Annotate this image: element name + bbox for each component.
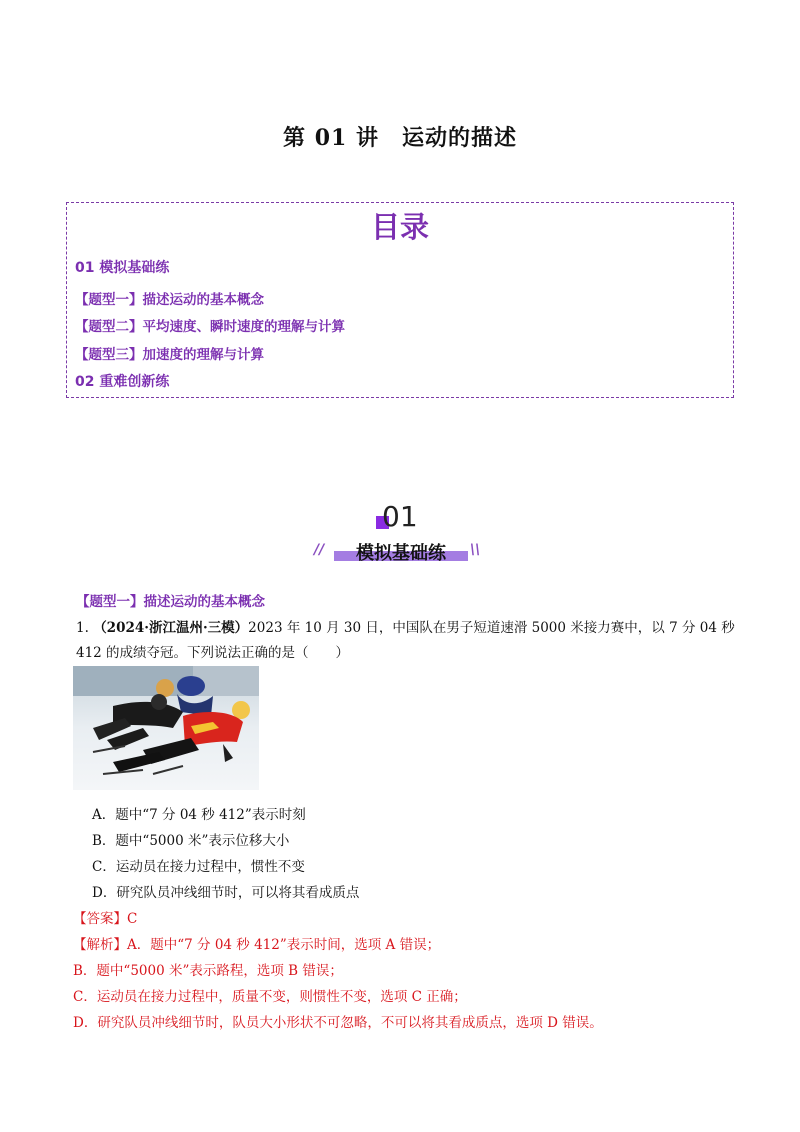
question-source: （2024·浙江温州·三模）: [93, 620, 249, 636]
option-b: B．题中“5000 米”表示位移大小: [92, 833, 290, 849]
analysis-label: 【解析】: [73, 937, 127, 953]
question-stem-text-1: 2023 年 10 月 30 日，中国队在男子短道速滑 5000 米接力赛中，以 7 分 04 秒: [248, 620, 735, 636]
analysis-line-1: [73, 933, 440, 953]
analysis-line-4: D．研究队员冲线细节时，队员大小形状不可忽略，不可以将其看成质点，选项 D 错误。: [73, 1015, 603, 1031]
question-number: 1.: [76, 620, 89, 636]
toc-item-section-01[interactable]: 01 模拟基础练: [75, 260, 170, 276]
answer-value: C: [127, 911, 138, 927]
banner-label: 模拟基础练: [356, 543, 446, 564]
toc-item-type-1[interactable]: 【题型一】描述运动的基本概念: [75, 292, 264, 308]
question-stem-line-1: [76, 616, 735, 636]
toc-item-section-02[interactable]: 02 重难创新练: [75, 374, 170, 390]
analysis-line-2: B．题中“5000 米”表示路程，选项 B 错误；: [73, 963, 343, 979]
toc-item-type-3[interactable]: 【题型三】加速度的理解与计算: [75, 347, 264, 363]
banner-slash-right: \\: [470, 542, 481, 558]
option-c: C．运动员在接力过程中，惯性不变: [92, 859, 305, 875]
table-of-contents: [66, 202, 734, 398]
answer-line: [73, 907, 137, 927]
toc-heading: 目录: [370, 210, 429, 244]
banner-band: [326, 539, 476, 564]
speed-skating-photo: [73, 666, 259, 790]
answer-label: 【答案】: [73, 911, 127, 927]
page-title: 第 01 讲 运动的描述: [283, 125, 517, 151]
option-a: A．题中“7 分 04 秒 412”表示时刻: [92, 807, 306, 823]
section-banner: [300, 500, 500, 570]
toc-item-type-2[interactable]: 【题型二】平均速度、瞬时速度的理解与计算: [75, 319, 345, 335]
analysis-line-3: C．运动员在接力过程中，质量不变，则惯性不变，选项 C 正确；: [73, 989, 467, 1005]
question-stem-line-2: 412 的成绩夺冠。下列说法正确的是（ ）: [76, 645, 350, 661]
analysis-text-1: A．题中“7 分 04 秒 412”表示时间，选项 A 错误；: [127, 937, 441, 953]
section-title: 【题型一】描述运动的基本概念: [76, 594, 265, 610]
banner-number: 01: [382, 500, 418, 533]
option-d: D．研究队员冲线细节时，可以将其看成质点: [92, 885, 360, 901]
banner-slash-left: //: [314, 542, 325, 558]
